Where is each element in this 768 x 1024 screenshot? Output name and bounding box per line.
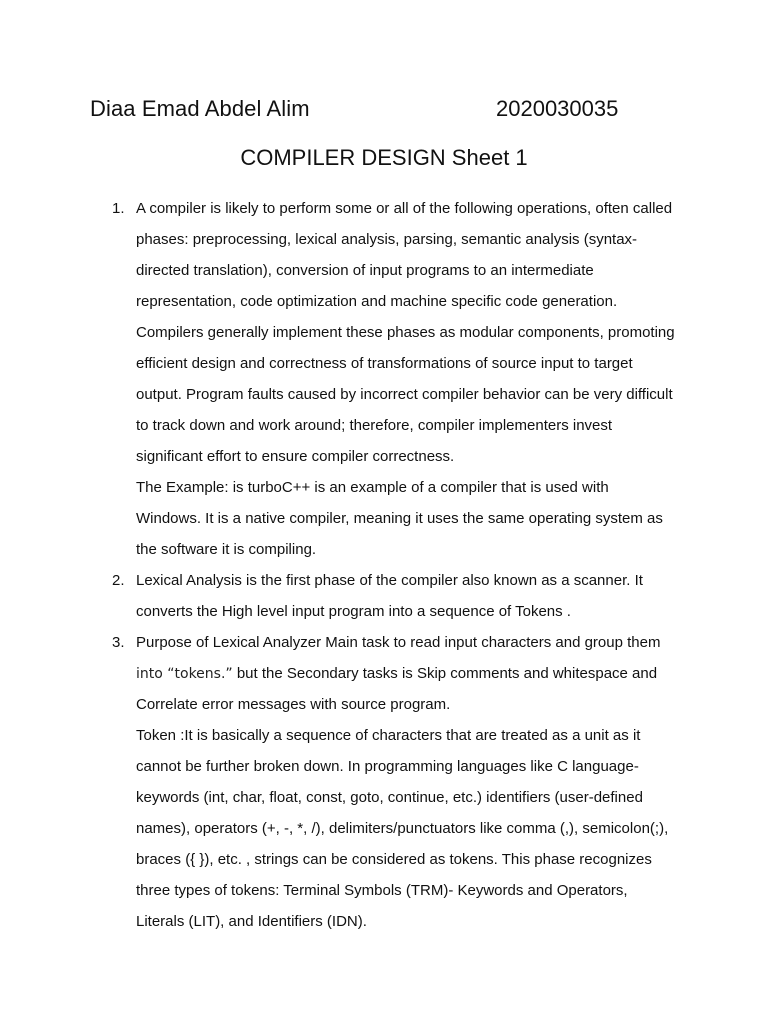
author-name: Diaa Emad Abdel Alim [90,96,310,121]
item-line: directed translation), conversion of input programs to an intermediate [136,262,594,279]
item-line: Purpose of Lexical Analyzer Main task to read input characters and group them [136,634,661,651]
item-line: cannot be further broken down. In programming languages like C language- [136,758,639,775]
item-line: Windows. It is a native compiler, meaning it uses the same operating system as [136,510,663,527]
item-line: A compiler is likely to perform some or all of the following operations, often called [136,200,673,217]
item-line: three types of tokens: Terminal Symbols (TRM)- Keywords and Operators, [136,882,628,899]
item-line: Compilers generally implement these phases as modular components, promoting [136,324,675,341]
item-line: keywords (int, char, float, const, goto, continue, etc.) identifiers (user-defined [136,789,643,806]
item-line: phases: preprocessing, lexical analysis, parsing, semantic analysis (syntax- [136,231,638,248]
item-line: output. Program faults caused by incorrect compiler behavior can be very difficult [136,386,673,403]
item-line: to track down and work around; therefore, compiler implementers invest [136,417,613,434]
item-line: converts the High level input program into a sequence of Tokens . [136,603,571,620]
item-line: efficient design and correctness of transformations of source input to target [136,355,633,372]
item-line: significant effort to ensure compiler correctness. [136,448,455,465]
page-title: COMPILER DESIGN Sheet 1 [240,145,528,170]
item-line: Correlate error messages with source program. [136,696,451,713]
item-line: names), operators (+, -, *, /), delimiters/punctuators like comma (,), semicolon(;), [136,820,669,837]
item-line-with-token [136,664,657,684]
item-line: the software it is compiling. [136,541,317,558]
item-line: braces ({ }), etc. , strings can be considered as tokens. This phase recognizes [136,851,652,868]
tokens-inline: into “tokens.” [136,666,233,682]
item-line: Lexical Analysis is the first phase of the compiler also known as a scanner. It [136,572,643,589]
item-line: representation, code optimization and machine specific code generation. [136,293,618,310]
item-line: The Example: is turboC++ is an example of a compiler that is used with [136,479,609,496]
document-header [90,96,708,128]
student-id: 2020030035 [496,96,619,121]
item-number: 2. [112,572,125,589]
item-line: Token :It is basically a sequence of characters that are treated as a unit as it [136,727,641,744]
item-line-rest: but the Secondary tasks is Skip comments and whitespace and [236,665,658,682]
item-line: Literals (LIT), and Identifiers (IDN). [136,913,367,930]
item-number: 1. [112,200,125,217]
item-number: 3. [112,634,125,651]
